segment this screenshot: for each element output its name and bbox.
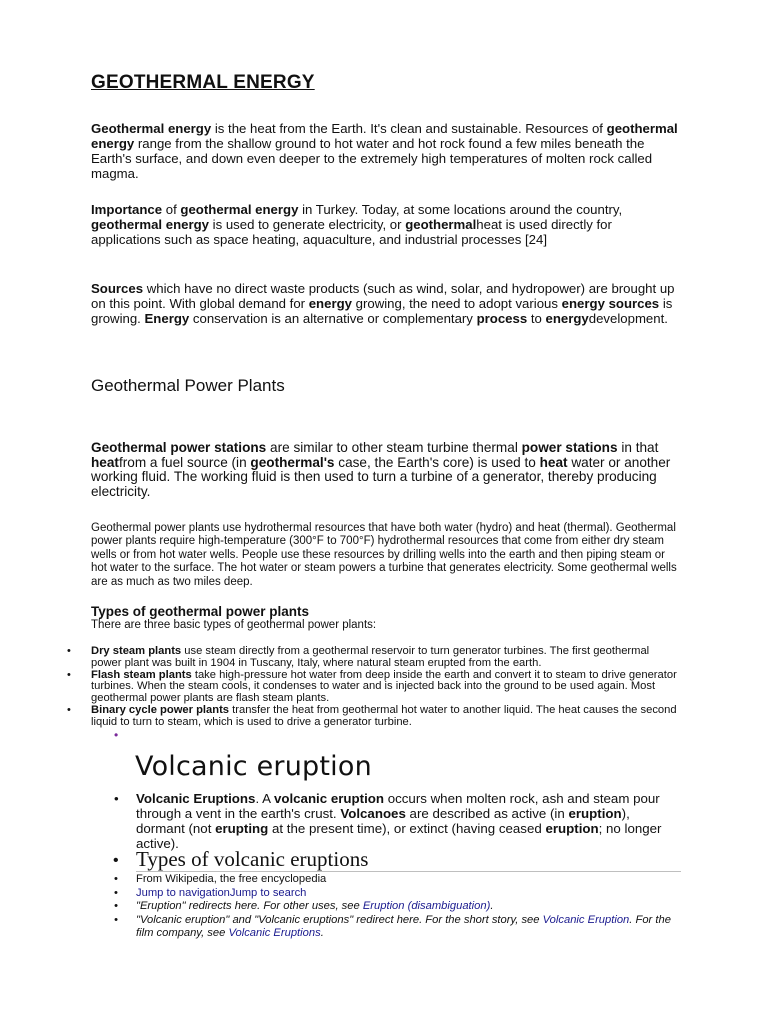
eruption-disambiguation-link[interactable]: Eruption (disambiguation) [362, 900, 491, 912]
list-item [67, 703, 681, 729]
volcano-heading: Volcanic eruption [135, 751, 372, 782]
text-run: is growing. [91, 296, 673, 326]
bold-term: energy [308, 296, 352, 311]
bold-term: energy [545, 311, 589, 326]
bold-term: heat [539, 454, 568, 470]
text-run: case, the Earth's core) is used to [334, 454, 540, 470]
text-run: in Turkey. Today, at some locations around the country, [298, 202, 623, 217]
volcanic-eruptions-company-link[interactable]: Volcanic Eruptions [228, 926, 321, 939]
list-item [114, 913, 681, 940]
bold-term: Geothermal power stations [91, 440, 267, 455]
text-run: is used to generate electricity, or [209, 217, 406, 232]
text-run: conservation is an alternative or complementary [189, 311, 477, 326]
text-run: to [527, 311, 546, 326]
importance-paragraph [91, 202, 681, 247]
list-item [114, 900, 681, 913]
bold-term: Sources [91, 281, 144, 296]
bullet-icon: • [67, 668, 71, 681]
text-run: "Eruption" redirects here. For other uses, see [136, 900, 363, 912]
text-run: growing, the need to adopt various [351, 296, 562, 311]
bold-term: geothermal energy [180, 202, 299, 217]
plant-type-name: Flash steam plants [91, 668, 192, 681]
text-run: . A [255, 791, 274, 806]
jump-search-link[interactable]: Jump to search [229, 886, 307, 899]
bold-term: volcanic eruption [273, 791, 385, 806]
bold-term: Geothermal energy [91, 121, 212, 136]
text-run: of [162, 202, 181, 217]
list-item [67, 668, 681, 705]
bullet-icon: • [113, 852, 119, 869]
text-run: heat is used directly for applications such as space heating, aquaculture, and industrial processes [24] [91, 217, 612, 247]
stations-paragraph [91, 441, 681, 499]
text-run: ; no longer active). [136, 821, 662, 851]
volcano-list [114, 791, 666, 851]
bold-term: eruption [568, 806, 622, 821]
bold-term: energy sources [561, 296, 660, 311]
intro-paragraph [91, 121, 681, 181]
bold-term: Volcanoes [340, 806, 406, 821]
sources-paragraph [91, 281, 681, 326]
wiki-source-text: From Wikipedia, the free encyclopedia [136, 873, 327, 885]
bold-term: geothermal energy [91, 121, 678, 151]
volcanic-eruption-story-link[interactable]: Volcanic Eruption [542, 913, 630, 926]
plant-type-name: Dry steam plants [91, 645, 182, 657]
types-intro: There are three basic types of geothermal power plants: [91, 619, 377, 631]
bold-term: power stations [521, 440, 618, 455]
bold-term: Volcanic Eruptions [136, 791, 256, 806]
text-run: . For the film company, see [136, 913, 671, 939]
text-run: range from the shallow ground to hot water and hot rock found a few miles beneath the Earth's surface, and down even deeper to the extremely high temperatures of molten rock called magma. [91, 136, 653, 181]
text-run: from a fuel source (in [118, 454, 251, 470]
empty-bullet-icon: • [114, 728, 119, 742]
bullet-icon: • [67, 645, 71, 657]
text-run: are described as active (in [405, 806, 569, 821]
text-run: development. [588, 311, 668, 326]
jump-navigation-link[interactable]: Jump to navigation [136, 886, 230, 899]
bullet-icon: • [114, 913, 118, 926]
list-item [114, 873, 681, 886]
plant-type-text: take high-pressure hot water from deep inside the earth and convert it to steam to drive generator turbines. When the steam cools, it condenses to water and is injected back into the ground to be used again. Most geothermal power plants are flash steam plants. [91, 668, 677, 705]
types-volcanic-heading: Types of volcanic eruptions [136, 847, 369, 871]
list-item [67, 645, 681, 670]
bold-term: heat [91, 454, 119, 470]
text-run: at the present time), or extinct (having ceased [268, 821, 546, 836]
types-heading: Types of geothermal power plants [91, 604, 310, 619]
text-run: in that [617, 440, 659, 455]
plant-type-text: use steam directly from a geothermal reservoir to turn generator turbines. The first geothermal power plant was built in 1904 in Tuscany, Italy, where natural steam erupted from the earth. [91, 645, 650, 669]
bold-term: Importance [91, 202, 163, 217]
bold-term: Energy [144, 311, 190, 326]
text-run: is the heat from the Earth. It's clean and sustainable. Resources of [211, 121, 607, 136]
plant-types-list [67, 645, 681, 729]
text-run: water or another working fluid. The working fluid is then used to turn a turbine of a generator, thereby producing electricity. [91, 454, 671, 499]
bullet-icon: • [67, 703, 71, 716]
list-item [114, 791, 666, 851]
text-run: . [320, 926, 324, 939]
text-run: ), dormant (not [136, 806, 630, 836]
bold-term: geothermal's [250, 454, 335, 470]
bold-term: eruption [545, 821, 599, 836]
bullet-icon: • [114, 873, 118, 885]
section-heading-power-plants: Geothermal Power Plants [91, 376, 285, 395]
text-run: . [490, 900, 494, 912]
hydrothermal-paragraph: Geothermal power plants use hydrothermal resources that have both water (hydro) and heat (thermal). Geothermal power plants require high-temperature (300°F to 700°F) hydrothermal resources that come from either dry steam wells or from hot water wells. People use these resources by drilling wells into the earth and then piping steam or hot water to the surface. The hot water or steam powers a turbine that generates electricity. Some geothermal wells are as much as two miles deep. [91, 522, 677, 588]
plant-type-name: Binary cycle power plants [91, 703, 230, 716]
heading-divider [136, 871, 681, 872]
list-item [114, 886, 681, 900]
plant-type-text: transfer the heat from geothermal hot water to another liquid. The heat causes the second liquid to turn to steam, which is used to drive a generator turbine. [91, 703, 677, 728]
text-run: which have no direct waste products (such as wind, solar, and hydropower) are brought up on this point. With global demand for [91, 281, 675, 311]
text-run: "Volcanic eruption" and "Volcanic eruptions" redirect here. For the short story, see [136, 913, 543, 926]
bold-term: geothermal [405, 217, 477, 232]
page-title: GEOTHERMAL ENERGY [91, 72, 315, 93]
bullet-icon: • [114, 900, 118, 912]
bold-term: erupting [215, 821, 269, 836]
bullet-icon: • [114, 791, 119, 806]
bullet-icon: • [114, 886, 118, 899]
text-run: are similar to other steam turbine thermal [266, 440, 522, 455]
bold-term: process [476, 311, 528, 326]
bold-term: geothermal energy [91, 217, 209, 232]
text-run: occurs when molten rock, ash and steam pour through a vent in the earth's crust. [136, 791, 660, 821]
wiki-notes-list [114, 873, 681, 940]
